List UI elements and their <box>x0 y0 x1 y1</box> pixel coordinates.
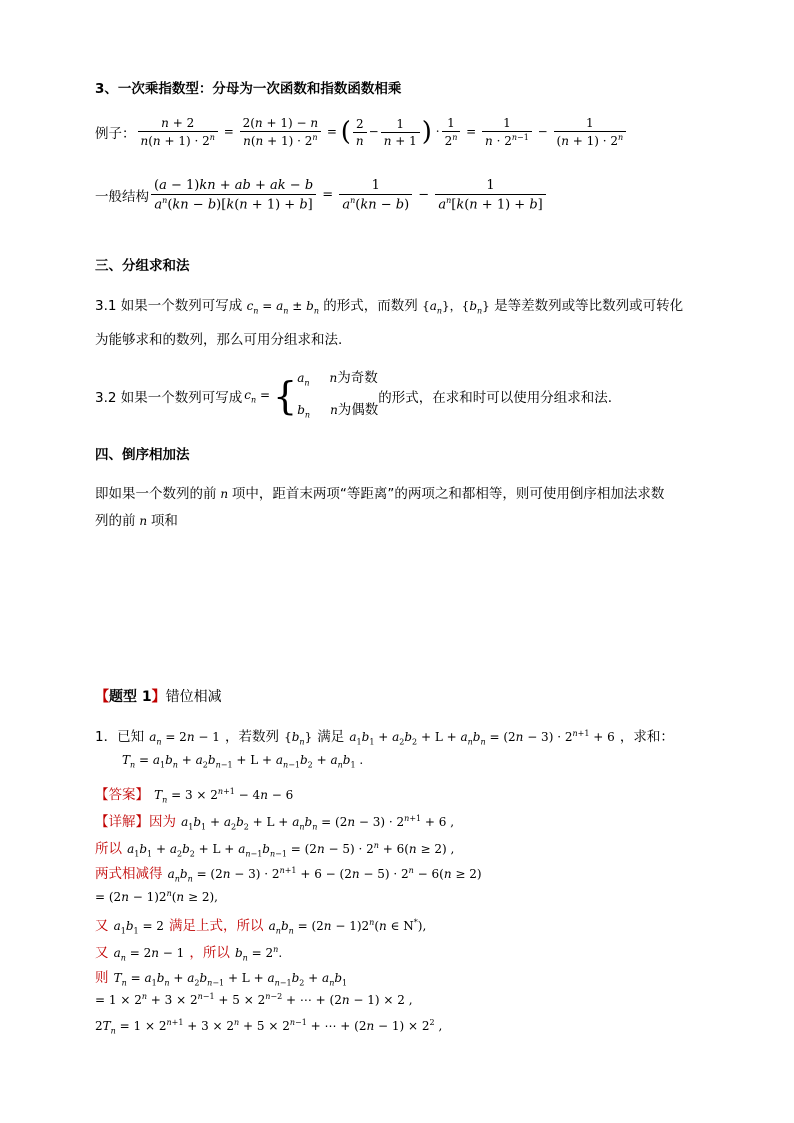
example-formula: 例子： $\frac{n + 2}{n(n + 1) \cdot 2^n}$ = $\frac{2(n + 1) - n}{n(n + 1) \cdot 2^n}$ = ( $\frac{2}{n}$ − $\frac{1}{n + 1}$ ) · $\frac{1}{2^n}$ = $\frac{1}{n \cdot 2^{n-1}}$ − $\frac{1}{(n + 1) \cdot 2^n}$ <box>95 116 628 148</box>
general-label: 一般结构 <box>95 189 149 206</box>
p4-line1-b: 项中，距首末两项“等距离”的两项之和都相等，则可使用倒序相加法求数 <box>231 486 665 502</box>
detail-line-4: = $(2n - 1)2^n(n \ge 2)$, <box>95 889 218 904</box>
section-heading-type3: 3、一次乘指数型：分母为一次函数和指数函数相乘 <box>95 81 402 97</box>
paragraph-4-line2: 列的前 n 项和 <box>95 513 178 529</box>
detail-line-3: 两式相减得 $a_nb_n = (2n - 3) \cdot 2^{n+1} + 6 - (2n - 5) \cdot 2^n - 6(n \ge 2)$ <box>95 866 482 884</box>
detail-line-1: 【详解】因为 $a_1b_1 + a_2b_2 + L + a_nb_n = (2n - 3) \cdot 2^{n+1} + 6$ , <box>95 814 455 832</box>
section-heading-reverse: 四、倒序相加法 <box>95 447 190 463</box>
topic-header <box>95 686 222 706</box>
section-heading-grouping: 三、分组求和法 <box>95 258 190 274</box>
topic-name: 错位相减 <box>165 689 222 705</box>
p32-suffix: 的形式，在求和时可以使用分组求和法. <box>378 390 613 407</box>
p4-line1-a: 即如果一个数列的前 <box>95 486 217 502</box>
detail-subtract: 两式相减得 <box>95 866 163 882</box>
problem-statement: 1．已知 $a_n = 2n - 1$ ，若数列 $\{b_n\}$ 满足 $a_1b_1 + a_2b_2 + L + a_nb_n = (2n - 3) \cdot 2^{n+1} + 6$ ，求和： <box>95 729 674 747</box>
detail-line-6: 又 $a_n = 2n - 1$ ，所以 $b_n = 2^n$. <box>95 945 283 963</box>
paragraph-3-1-line1: 3.1 如果一个数列可写成 $c_n = a_n \pm b_n$ 的形式，而数列 $\{a_n\}$，$\{b_n\}$ 是等差数列或等比数列或可转化 <box>95 298 684 316</box>
problem-sum-expression: $T_n = a_1b_n + a_2b_{n-1} + L + a_{n-1}b_2 + a_nb_1$ . <box>122 753 364 770</box>
problem-number: 1．已知 <box>95 729 145 745</box>
paragraph-3-1-line2: 为能够求和的数列，那么可用分组求和法. <box>95 332 343 348</box>
problem-text-b: 满足 <box>317 729 345 745</box>
answer-label: 【答案】 <box>95 787 149 803</box>
p4-line2-a: 列的前 <box>95 513 136 529</box>
problem-text-a: ，若数列 <box>224 729 279 745</box>
general-formula: 一般结构 $\frac{(a - 1)kn + ab + ak - b}{a^n(kn - b)[k(n + 1) + b]}$ = $\frac{1}{a^n(kn - b)}$ − $\frac{1}{a^n[k(n + 1) + b]}$ <box>95 178 548 212</box>
topic-bracket-close: 】 <box>151 689 166 705</box>
detail-so-2: ，所以 <box>189 945 230 961</box>
example-label: 例子： <box>95 126 136 142</box>
detail-line-2: 所以 $a_1b_1 + a_2b_2 + L + a_{n-1}b_{n-1} = (2n - 5) \cdot 2^n + 6(n \ge 2)$ , <box>95 841 455 859</box>
detail-because: 因为 <box>149 814 176 830</box>
paragraph-4-line1: 即如果一个数列的前 n 项中，距首末两项“等距离”的两项之和都相等，则可使用倒序相加法求数 <box>95 486 665 502</box>
p4-line2-b: 项和 <box>150 513 178 529</box>
p32-case-odd: 为奇数 <box>337 370 378 386</box>
detail-satisfies: 满足上式，所以 <box>169 918 264 934</box>
topic-bracket-open: 【 <box>95 689 109 705</box>
detail-also-2: 又 <box>95 945 109 961</box>
p31-end: 是等差数列或等比数列或可转化 <box>494 298 684 314</box>
problem-text-c: ，求和： <box>619 729 674 745</box>
detail-line-7: 则 $T_n = a_1b_n + a_2b_{n-1} + L + a_{n-1}b_2 + a_nb_1$ <box>95 970 348 988</box>
detail-so: 所以 <box>95 841 122 857</box>
detail-line-5: 又 $a_1b_1 = 2$ 满足上式，所以 $a_nb_n = (2n - 1)2^n(n$ ∈ N*), <box>95 918 427 936</box>
detail-also: 又 <box>95 918 109 934</box>
p32-prefix: 3.2 如果一个数列可写成 <box>95 390 243 407</box>
detail-label: 【详解】 <box>95 814 149 830</box>
detail-line-9: $2T_n = 1 \times 2^{n+1} + 3 \times 2^n + 5 \times 2^{n-1}$ + ⋯ + $(2n - 1) \times 2^2$ , <box>95 1018 443 1036</box>
detail-then: 则 <box>95 970 109 986</box>
topic-title: 题型 1 <box>109 689 152 705</box>
paragraph-3-2: 3.2 如果一个数列可写成 $c_n$ = { $a_n$ n为奇数 $b_n$ n为偶数 的形式，在求和时可以使用分组求和法. <box>95 370 613 420</box>
p31-prefix: 3.1 如果一个数列可写成 <box>95 298 243 314</box>
answer-line: 【答案】 $T_n = 3 \times 2^{n+1} - 4n - 6$ <box>95 787 294 805</box>
detail-line-8: = $1 \times 2^n + 3 \times 2^{n-1} + 5 \times 2^{n-2}$ + ⋯ + (2n − 1) × 2 , <box>95 992 413 1007</box>
p31-mid: 的形式，而数列 <box>323 298 418 314</box>
p32-case-even: 为偶数 <box>337 402 379 419</box>
